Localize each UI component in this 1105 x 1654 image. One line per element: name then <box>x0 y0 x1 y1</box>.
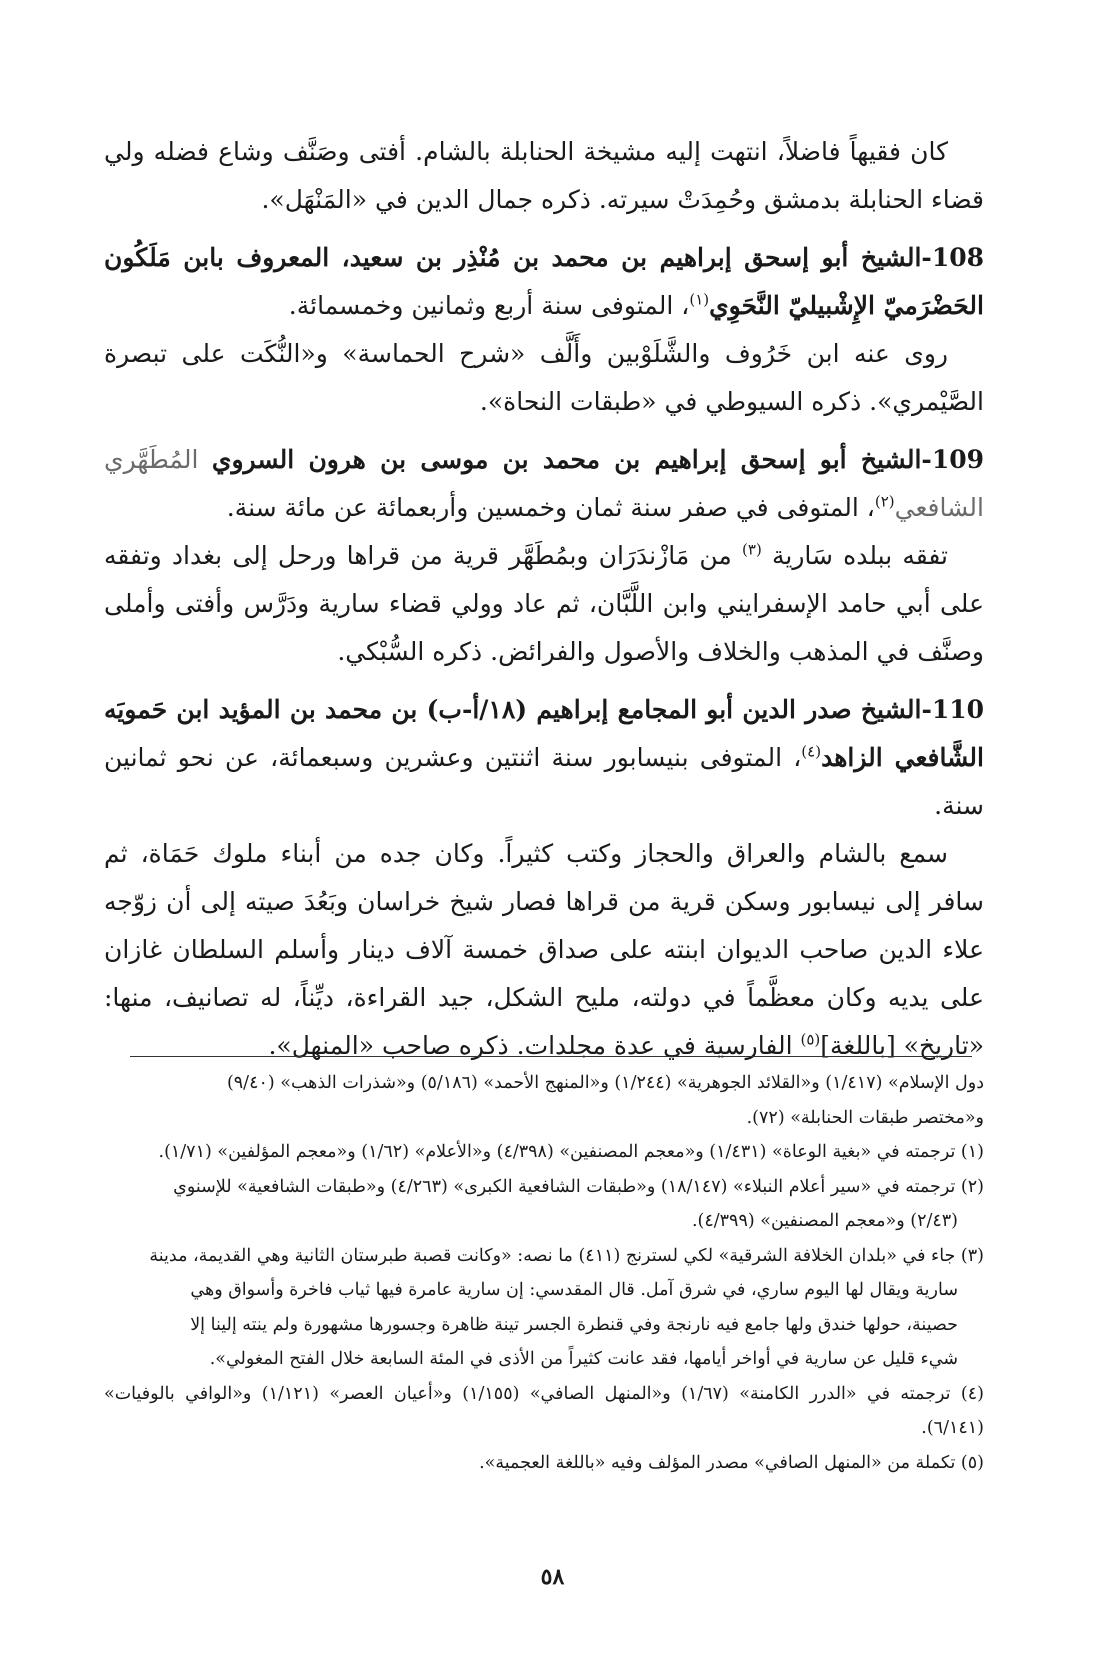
entry-109-body-rest: من مَازْندَرَان وبمُطَهَّر قرية من قراها ورحل إلى بغداد وتفقه على أبي حامد الإسفرايني وابن اللَّبَّان، ثم عاد وولي قضاء سارية ودَرَّس وأفتى وأملى وصنَّف في المذهب والخلاف والأصول والفرائض. ذكره السُّبْكي. <box>104 541 984 666</box>
footnote-3-line-2: سارية ويقال لها اليوم ساري، في شرق آمل. قال المقدسي: إن سارية عامرة فيها ثياب فاخرة وأسواق وهي <box>190 1280 958 1300</box>
entry-108-number: 108- <box>921 243 984 272</box>
footnote-2: (٢) ترجمته في «سير أعلام النبلاء» (١٨/١٤٧) و«طبقات الشافعية الكبرى» (٤/٢٦٣) و«طبقات الشافعية» للإسنوي <box>173 1176 984 1197</box>
footnote-1: (١) ترجمته في «بغية الوعاة» (١/٤٣١) و«معجم المصنفين» (٤/٣٩٨) و«الأعلام» (١/٦٢) و«معجم المؤلفين» (١/٧١). <box>158 1142 984 1162</box>
footnote-marker-5: (٥) <box>800 1030 821 1049</box>
entry-110-name: الشيخ صدر الدين أبو المجامع إبراهيم (١٨/أ-ب) بن محمد بن المؤيد ابن حَمويَه الشَّافعي الزاهد <box>104 695 984 772</box>
footnote-carryover-line-1: دول الإسلام» (١/٤١٧) و«القلائد الجوهرية» (١/٢٤٤) و«المنهج الأحمد» (٥/١٨٦) و«شذرات الذهب» (٩/٤٠) <box>226 1073 984 1093</box>
entry-109-heading <box>104 436 984 532</box>
entry-108-heading <box>104 234 984 330</box>
entry-109-body <box>104 532 984 676</box>
entry-109-nisba: المُطَهَّري الشافعي <box>104 445 984 522</box>
footnote-marker-3: (٣) <box>742 540 762 559</box>
footnote-marker-1: (١) <box>689 290 710 309</box>
footnote-2-continued: (٢/٤٣) و«معجم المصنفين» (٤/٣٩٩). <box>691 1211 958 1231</box>
entry-108-death: ، المتوفى سنة أربع وثمانين وخمسمائة. <box>288 291 690 320</box>
entry-110-death: ، المتوفى بنيسابور سنة اثنتين وعشرين وسبعمائة، عن نحو ثمانين سنة. <box>104 743 984 820</box>
entry-110-body-rest: الفارسية في عدة مجلدات. ذكره صاحب «المنهل». <box>268 1031 801 1060</box>
footnote-5: (٥) تكملة من «المنهل الصافي» مصدر المؤلف وفيه «باللغة العجمية». <box>479 1452 984 1473</box>
footnote-4: (٤) ترجمته في «الدرر الكامنة» (١/٦٧) و«المنهل الصافي» (١/١٥٥) و«أعيان العصر» (١/١٢١) و«الوافي بالوفيات» (٦/١٤١). <box>104 1383 984 1438</box>
entry-109-death: ، المتوفى في صفر سنة ثمان وخمسين وأربعمائة عن مائة سنة. <box>226 493 875 522</box>
entry-110-body-start: سمع بالشام والعراق والحجاز وكتب كثيراً. وكان جده من أبناء ملوك حَمَاة، ثم سافر إلى نيسابور وسكن قرية من قراها فصار شيخ خراسان وبَعُدَ صيته إلى أن زوّجه علاء الدين صاحب الديوان ابنته على صداق خمسة آلاف دينار وأسلم السلطان غازان على يديه وكان معظَّماً في دولته، مليح الشكل، جيد القراءة، ديِّناً، له تصانيف، منها: «تاريخ» [باللغة] <box>104 839 984 1060</box>
footnote-carryover-line-2: و«مختصر طبقات الحنابلة» (٧٢). <box>746 1107 984 1128</box>
footnote-separator <box>130 1056 972 1057</box>
page-number: ٥٨ <box>540 1564 565 1590</box>
entry-110-body <box>104 830 984 1070</box>
entry-109-name: الشيخ أبو إسحق إبراهيم بن محمد بن موسى بن هرون السروي <box>211 445 922 474</box>
entry-108-body: روى عنه ابن خَرُوف والشَّلَوْبين وأَلَّف «شرح الحماسة» و«النُّكَت على تبصرة الصَّيْمري». ذكره السيوطي في «طبقات النحاة». <box>104 339 984 416</box>
footnote-marker-2: (٢) <box>874 492 895 511</box>
entry-109-body-start: تفقه ببلده سَارية <box>771 541 949 570</box>
entry-110-heading <box>104 686 984 830</box>
intro-paragraph: كان فقيهاً فاضلاً، انتهت إليه مشيخة الحنابلة بالشام. أفتى وصَنَّف وشاع فضله ولي قضاء الحنابلة بدمشق وحُمِدَتْ سيرته. ذكره جمال الدين في «المَنْهَل». <box>104 137 984 214</box>
footnote-marker-4: (٤) <box>801 742 822 761</box>
entry-108-name: الشيخ أبو إسحق إبراهيم بن محمد بن مُنْذِر بن سعيد، المعروف بابن مَلَكُون الحَضْرَميّ الإِشْبيليّ النَّحَوِي <box>104 243 984 320</box>
entry-109-number: 109- <box>921 445 984 474</box>
footnote-3: (٣) جاء في «بلدان الخلافة الشرقية» لكي لسترنج (٤١١) ما نصه: «وكانت قصبة طبرستان الثانية وهي القديمة، مدينة <box>149 1245 984 1266</box>
footnote-3-line-3: حصينة، حولها خندق ولها جامع فيه نارنجة وفي قنطرة الجسر تينة ظاهرة وجسورها مشهورة ولم ينته إلينا إلا <box>190 1314 958 1335</box>
footnote-3-line-4: شيء قليل عن سارية في أواخر أيامها، فقد عانت كثيراً من الأذى في المئة السابعة خلال الفتح المغولي». <box>209 1349 958 1369</box>
entry-110-number: 110- <box>921 695 985 724</box>
footnotes <box>104 1066 984 1480</box>
main-text <box>104 128 984 1070</box>
